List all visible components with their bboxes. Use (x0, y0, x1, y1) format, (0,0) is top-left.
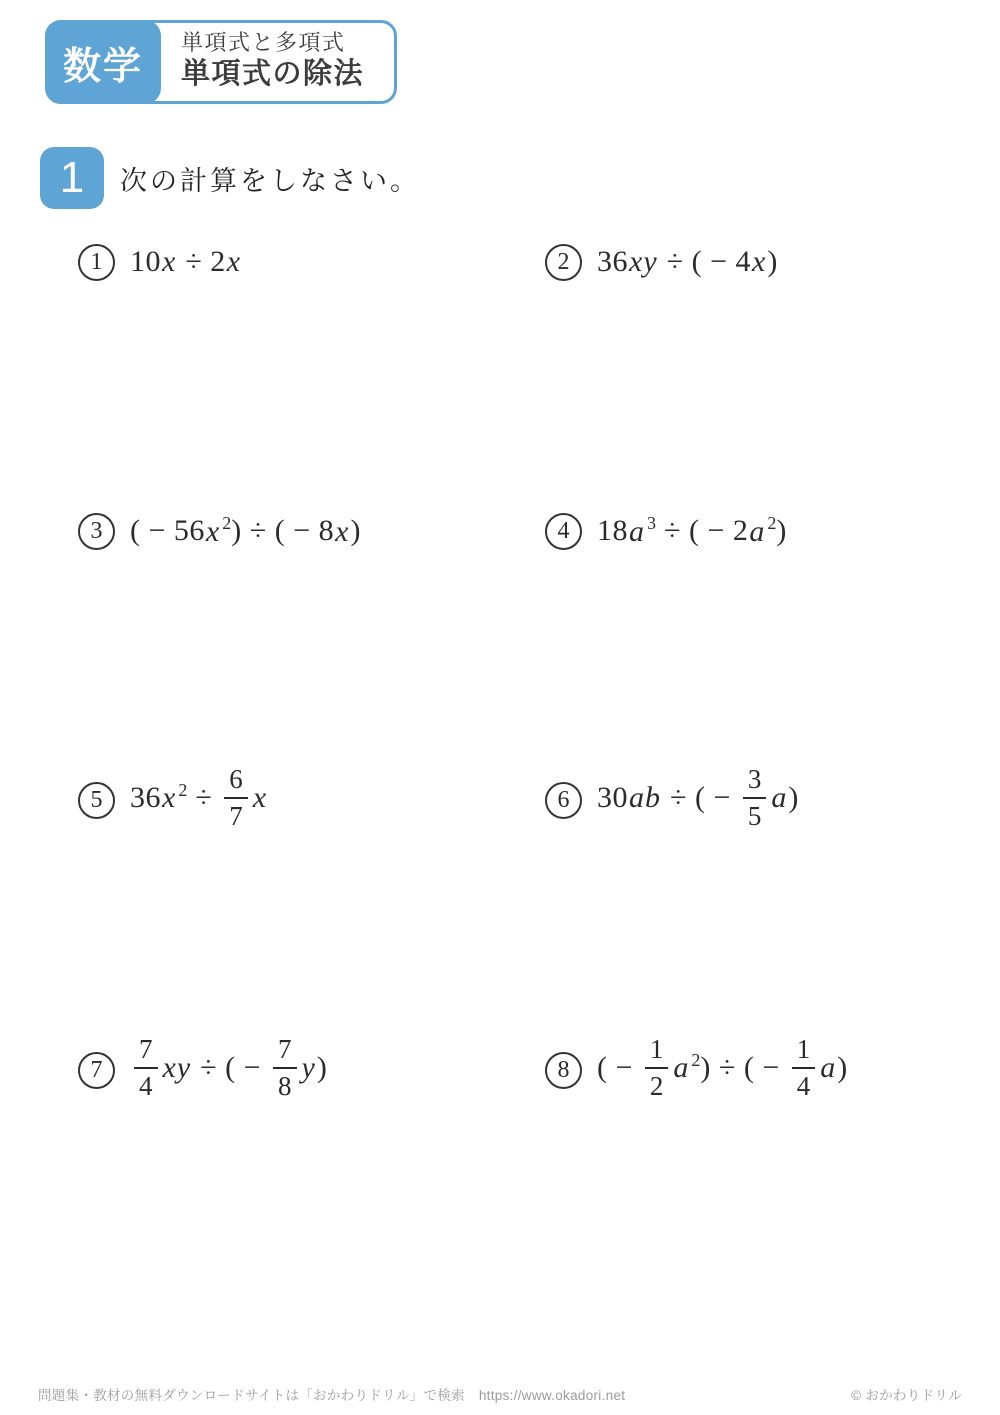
math-variable: x (162, 780, 177, 814)
problem-equation (597, 764, 799, 832)
math-exponent: 2 (767, 513, 777, 534)
fraction (224, 766, 248, 830)
problem-item (78, 1025, 327, 1115)
math-text: 18 (597, 514, 628, 548)
math-variable: a (820, 1050, 837, 1084)
math-text: ÷ ( − (192, 1050, 270, 1084)
fraction-denominator: 7 (224, 797, 248, 830)
section-number-badge (40, 147, 104, 209)
problem-equation (597, 513, 787, 548)
problem-equation (130, 1034, 328, 1102)
math-variable: x (252, 780, 268, 814)
problem-number: 5 (78, 782, 115, 819)
fraction-numerator: 1 (796, 1034, 811, 1064)
problem-item (545, 755, 799, 845)
math-exponent: 3 (647, 513, 656, 534)
problem-item (78, 755, 268, 845)
math-variable: a (771, 780, 788, 814)
math-text: ) ÷ ( − 8 (231, 514, 335, 548)
math-text: 36 (130, 780, 161, 814)
fraction (134, 1036, 158, 1100)
math-text: ) ÷ ( − (700, 1050, 788, 1084)
problem-number: 4 (545, 513, 582, 550)
math-text: 30 (597, 780, 628, 814)
math-text: ) (776, 514, 787, 548)
math-text: ) (837, 1050, 848, 1084)
math-text: ( − (597, 1050, 641, 1084)
problem-number: 6 (545, 782, 582, 819)
footer-url: https://www.okadori.net (478, 1388, 626, 1403)
page-title: 単項式の除法 (181, 58, 365, 91)
math-variable: x (226, 245, 242, 278)
subject-badge (45, 20, 161, 104)
problem-equation (130, 764, 268, 832)
header-category: 単項式と多項式 (181, 30, 346, 55)
fraction-denominator: 4 (134, 1067, 158, 1100)
math-exponent: 2 (222, 513, 232, 534)
problem-item (78, 217, 242, 307)
math-variable: x (162, 245, 177, 278)
math-text: ) (316, 1050, 328, 1084)
problem-item (545, 1025, 848, 1115)
problem-number: 7 (78, 1052, 115, 1089)
math-variable: x (205, 514, 221, 548)
problem-number: 2 (545, 244, 582, 281)
fraction (273, 1036, 297, 1100)
math-text: ) (767, 245, 778, 278)
problem-number: 1 (78, 244, 115, 281)
problem-item (545, 217, 778, 307)
math-text: 36 (597, 245, 628, 278)
fraction (743, 766, 767, 830)
math-text: ÷ 2 (177, 245, 226, 278)
problem-item (78, 486, 361, 576)
fraction-numerator: 7 (278, 1034, 292, 1064)
fraction-denominator: 4 (792, 1067, 816, 1100)
problem-equation (130, 513, 361, 548)
fraction-numerator: 1 (649, 1034, 664, 1064)
math-variable: x (752, 245, 767, 278)
footer-search-hint: 問題集・教材の無料ダウンロードサイトは「おかわりドリル」で検索 (38, 1388, 465, 1403)
math-text: ) (350, 514, 361, 548)
footer-copyright: © おかわりドリル (851, 1388, 962, 1403)
footer-left (38, 1384, 625, 1404)
problem-number: 3 (78, 513, 115, 550)
math-variable: ab (629, 780, 661, 814)
problem-equation (597, 245, 778, 279)
problem-number: 8 (545, 1052, 582, 1089)
fraction-denominator: 2 (645, 1067, 669, 1100)
math-exponent: 2 (178, 779, 188, 800)
math-text: ( − 56 (130, 514, 205, 548)
fraction-numerator: 7 (139, 1034, 153, 1064)
math-text: ÷ (187, 780, 221, 814)
math-variable: xy (162, 1050, 192, 1084)
fraction-numerator: 6 (229, 764, 243, 794)
math-variable: xy (629, 245, 658, 278)
problem-equation (130, 245, 242, 279)
fraction-denominator: 5 (743, 797, 767, 830)
fraction (792, 1036, 816, 1100)
problem-item (545, 486, 787, 576)
math-text: 10 (130, 245, 161, 278)
math-variable: y (301, 1050, 316, 1084)
math-variable: a (629, 514, 645, 548)
fraction (645, 1036, 669, 1100)
math-variable: x (335, 514, 350, 548)
problem-equation (597, 1034, 848, 1102)
subject-header (45, 20, 397, 104)
math-text: ÷ ( − (662, 780, 739, 814)
header-title-area (181, 30, 364, 93)
fraction-denominator: 8 (273, 1067, 297, 1100)
math-text: ) (788, 780, 799, 814)
math-text: ÷ ( − 2 (656, 514, 749, 548)
math-variable: a (749, 514, 766, 548)
math-text: ÷ ( − 4 (658, 245, 752, 278)
subject-label: 数学 (62, 45, 143, 88)
instruction-text: 次の計算をしなさい。 (120, 165, 420, 196)
math-variable: a (673, 1050, 690, 1084)
fraction-numerator: 3 (747, 764, 762, 794)
section-number: 1 (59, 153, 85, 202)
math-exponent: 2 (691, 1049, 701, 1070)
